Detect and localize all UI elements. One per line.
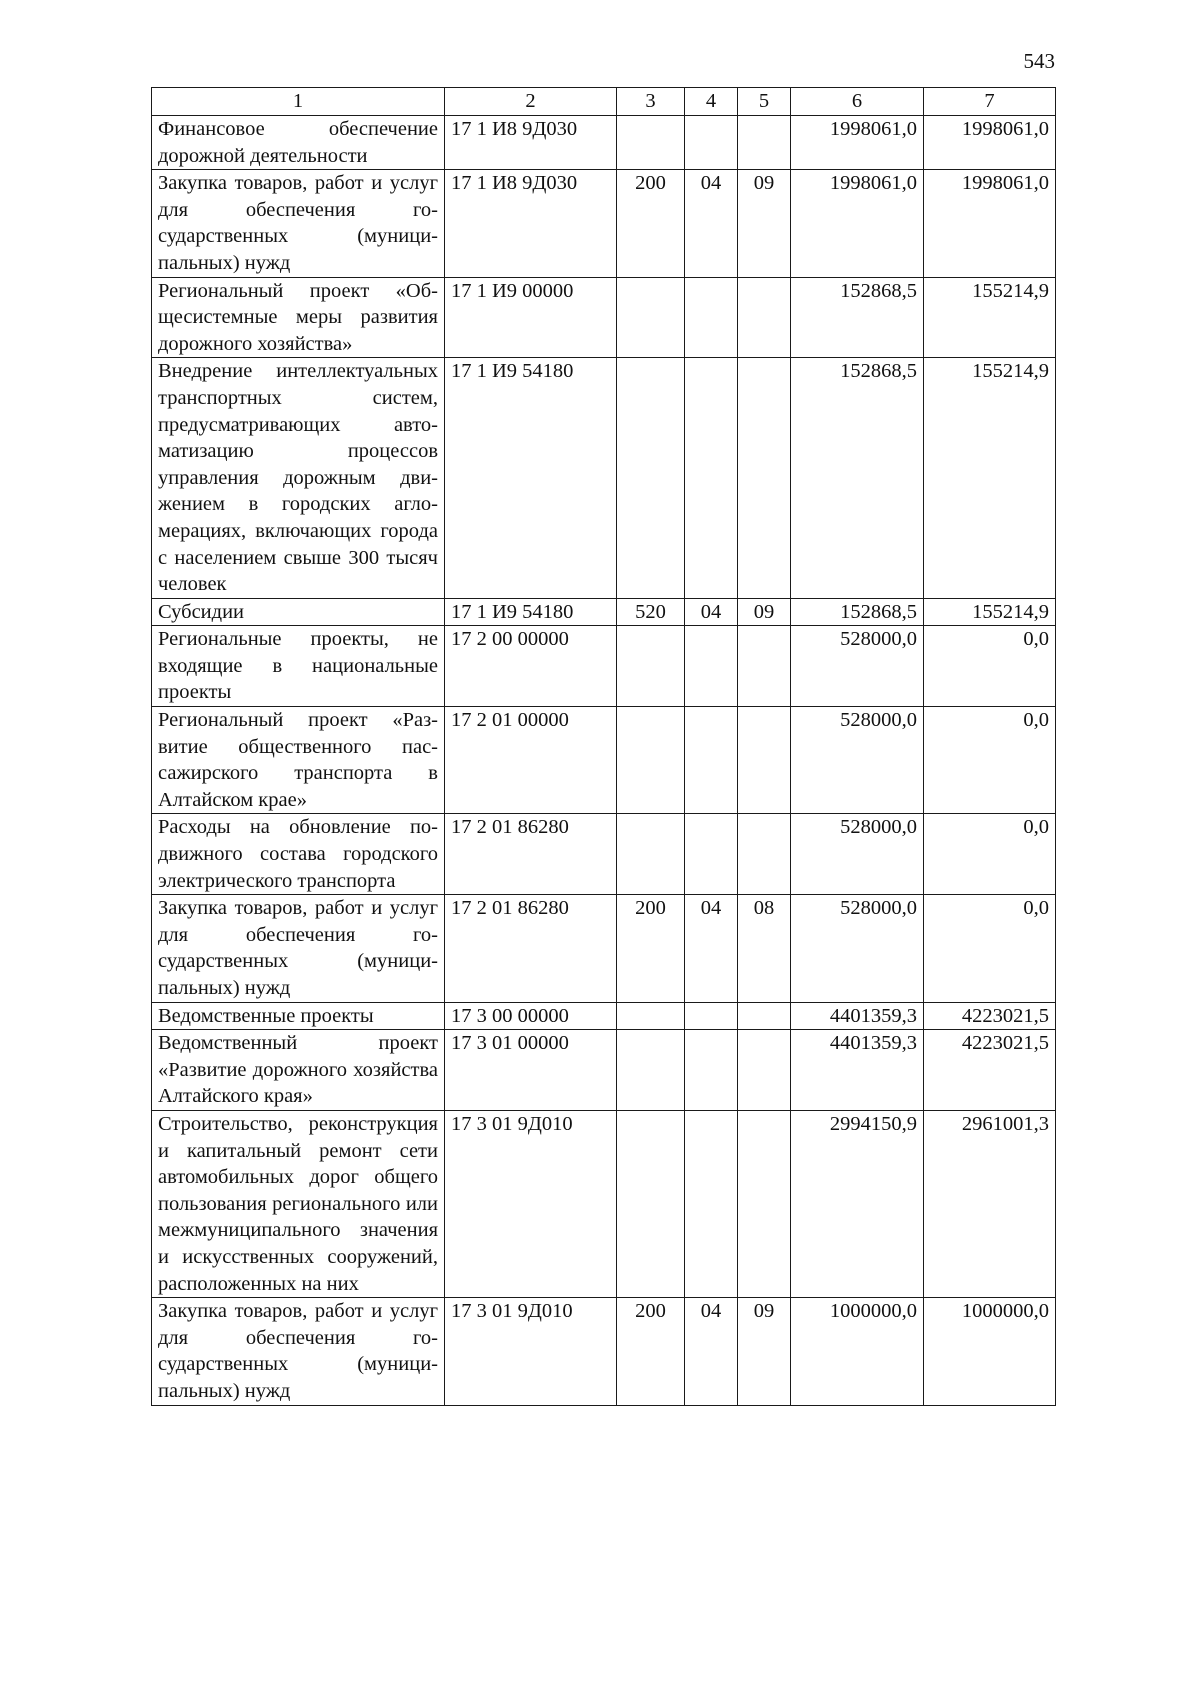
expense-type-cell bbox=[617, 277, 685, 358]
amount-col7-cell: 1000000,0 bbox=[924, 1298, 1056, 1405]
subsection-cell bbox=[738, 1002, 791, 1030]
target-code-cell: 17 1 И8 9Д030 bbox=[445, 116, 617, 170]
expense-type-cell: 520 bbox=[617, 598, 685, 626]
expense-type-cell bbox=[617, 707, 685, 814]
amount-col6-cell: 2994150,9 bbox=[791, 1110, 924, 1297]
amount-col7-cell: 1998061,0 bbox=[924, 170, 1056, 277]
expense-name-cell: Закупка товаров, работ и услуг для обеспечения государственных (муниципальных) нужд bbox=[152, 895, 445, 1002]
expense-type-cell: 200 bbox=[617, 895, 685, 1002]
table-row bbox=[152, 116, 1056, 170]
expense-type-cell bbox=[617, 626, 685, 707]
column-header: 1 bbox=[152, 88, 445, 116]
section-cell bbox=[685, 626, 738, 707]
table-row bbox=[152, 598, 1056, 626]
amount-col7-cell: 0,0 bbox=[924, 814, 1056, 895]
expense-type-cell: 200 bbox=[617, 170, 685, 277]
table-row bbox=[152, 895, 1056, 1002]
amount-col6-cell: 1998061,0 bbox=[791, 116, 924, 170]
section-cell bbox=[685, 1110, 738, 1297]
column-header: 5 bbox=[738, 88, 791, 116]
subsection-cell: 09 bbox=[738, 1298, 791, 1405]
target-code-cell: 17 2 01 86280 bbox=[445, 814, 617, 895]
target-code-cell: 17 3 01 9Д010 bbox=[445, 1298, 617, 1405]
section-cell bbox=[685, 1002, 738, 1030]
subsection-cell bbox=[738, 814, 791, 895]
table-row bbox=[152, 277, 1056, 358]
page-number: 543 bbox=[1023, 49, 1055, 73]
target-code-cell: 17 3 01 9Д010 bbox=[445, 1110, 617, 1297]
header-row bbox=[152, 88, 1056, 116]
amount-col6-cell: 152868,5 bbox=[791, 598, 924, 626]
subsection-cell bbox=[738, 707, 791, 814]
table-body bbox=[152, 116, 1056, 1406]
expense-name-cell: Региональный проект «Развитие общественного пассажирского транспорта в Алтайском крае» bbox=[152, 707, 445, 814]
target-code-cell: 17 3 00 00000 bbox=[445, 1002, 617, 1030]
target-code-cell: 17 1 И9 54180 bbox=[445, 598, 617, 626]
expense-name-cell: Региональные проекты, не входящие в национальные проекты bbox=[152, 626, 445, 707]
subsection-cell: 09 bbox=[738, 598, 791, 626]
expense-name-cell: Региональный проект «Общесистемные меры развития дорожного хозяйства» bbox=[152, 277, 445, 358]
table-row bbox=[152, 1002, 1056, 1030]
amount-col6-cell: 4401359,3 bbox=[791, 1030, 924, 1111]
expense-name-cell: Закупка товаров, работ и услуг для обеспечения государственных (муниципальных) нужд bbox=[152, 1298, 445, 1405]
expense-type-cell bbox=[617, 1002, 685, 1030]
target-code-cell: 17 3 01 00000 bbox=[445, 1030, 617, 1111]
subsection-cell bbox=[738, 116, 791, 170]
amount-col7-cell: 0,0 bbox=[924, 707, 1056, 814]
table-row bbox=[152, 626, 1056, 707]
subsection-cell: 08 bbox=[738, 895, 791, 1002]
amount-col6-cell: 528000,0 bbox=[791, 707, 924, 814]
table-row bbox=[152, 170, 1056, 277]
section-cell: 04 bbox=[685, 1298, 738, 1405]
expense-type-cell bbox=[617, 814, 685, 895]
amount-col6-cell: 1000000,0 bbox=[791, 1298, 924, 1405]
table-row bbox=[152, 1030, 1056, 1111]
table-row bbox=[152, 707, 1056, 814]
expense-type-cell bbox=[617, 1110, 685, 1297]
target-code-cell: 17 1 И8 9Д030 bbox=[445, 170, 617, 277]
section-cell: 04 bbox=[685, 170, 738, 277]
section-cell bbox=[685, 358, 738, 598]
subsection-cell bbox=[738, 277, 791, 358]
expense-name-cell: Ведомственные проекты bbox=[152, 1002, 445, 1030]
expense-name-cell: Закупка товаров, работ и услуг для обеспечения государственных (муниципальных) нужд bbox=[152, 170, 445, 277]
section-cell bbox=[685, 116, 738, 170]
table-row bbox=[152, 1298, 1056, 1405]
expense-type-cell bbox=[617, 116, 685, 170]
amount-col7-cell: 2961001,3 bbox=[924, 1110, 1056, 1297]
table-row bbox=[152, 358, 1056, 598]
amount-col6-cell: 152868,5 bbox=[791, 358, 924, 598]
amount-col6-cell: 528000,0 bbox=[791, 895, 924, 1002]
subsection-cell bbox=[738, 626, 791, 707]
section-cell bbox=[685, 707, 738, 814]
subsection-cell bbox=[738, 1110, 791, 1297]
amount-col6-cell: 1998061,0 bbox=[791, 170, 924, 277]
expense-name-cell: Расходы на обновление подвижного состава городского электрического транспорта bbox=[152, 814, 445, 895]
subsection-cell bbox=[738, 1030, 791, 1111]
column-header: 7 bbox=[924, 88, 1056, 116]
amount-col6-cell: 528000,0 bbox=[791, 814, 924, 895]
column-header: 4 bbox=[685, 88, 738, 116]
column-header: 3 bbox=[617, 88, 685, 116]
table-row bbox=[152, 1110, 1056, 1297]
expense-name-cell: Субсидии bbox=[152, 598, 445, 626]
amount-col7-cell: 155214,9 bbox=[924, 598, 1056, 626]
expense-name-cell: Внедрение интеллектуальных транспортных систем, предусматривающих автоматизацию процессов управления дорожным движением в городских агломерациях, включающих города с населением свыше 300 тысяч человек bbox=[152, 358, 445, 598]
subsection-cell: 09 bbox=[738, 170, 791, 277]
amount-col7-cell: 1998061,0 bbox=[924, 116, 1056, 170]
expense-name-cell: Ведомственный проект «Развитие дорожного хозяйства Алтайского края» bbox=[152, 1030, 445, 1111]
amount-col6-cell: 152868,5 bbox=[791, 277, 924, 358]
expense-name-cell: Строительство, реконструкция и капитальный ремонт сети автомобильных дорог общего пользования регионального или межмуниципального значения и искусственных сооружений, расположенных на них bbox=[152, 1110, 445, 1297]
table-row bbox=[152, 814, 1056, 895]
section-cell: 04 bbox=[685, 895, 738, 1002]
amount-col7-cell: 4223021,5 bbox=[924, 1030, 1056, 1111]
target-code-cell: 17 2 00 00000 bbox=[445, 626, 617, 707]
budget-table bbox=[151, 87, 1056, 1406]
amount-col6-cell: 528000,0 bbox=[791, 626, 924, 707]
amount-col7-cell: 155214,9 bbox=[924, 358, 1056, 598]
amount-col7-cell: 4223021,5 bbox=[924, 1002, 1056, 1030]
amount-col7-cell: 0,0 bbox=[924, 626, 1056, 707]
target-code-cell: 17 2 01 00000 bbox=[445, 707, 617, 814]
subsection-cell bbox=[738, 358, 791, 598]
target-code-cell: 17 1 И9 54180 bbox=[445, 358, 617, 598]
column-header: 2 bbox=[445, 88, 617, 116]
amount-col7-cell: 0,0 bbox=[924, 895, 1056, 1002]
section-cell bbox=[685, 277, 738, 358]
expense-type-cell bbox=[617, 358, 685, 598]
section-cell: 04 bbox=[685, 598, 738, 626]
expense-type-cell: 200 bbox=[617, 1298, 685, 1405]
expense-type-cell bbox=[617, 1030, 685, 1111]
target-code-cell: 17 1 И9 00000 bbox=[445, 277, 617, 358]
section-cell bbox=[685, 1030, 738, 1111]
target-code-cell: 17 2 01 86280 bbox=[445, 895, 617, 1002]
column-header: 6 bbox=[791, 88, 924, 116]
expense-name-cell: Финансовое обеспечение дорожной деятельности bbox=[152, 116, 445, 170]
section-cell bbox=[685, 814, 738, 895]
amount-col7-cell: 155214,9 bbox=[924, 277, 1056, 358]
amount-col6-cell: 4401359,3 bbox=[791, 1002, 924, 1030]
